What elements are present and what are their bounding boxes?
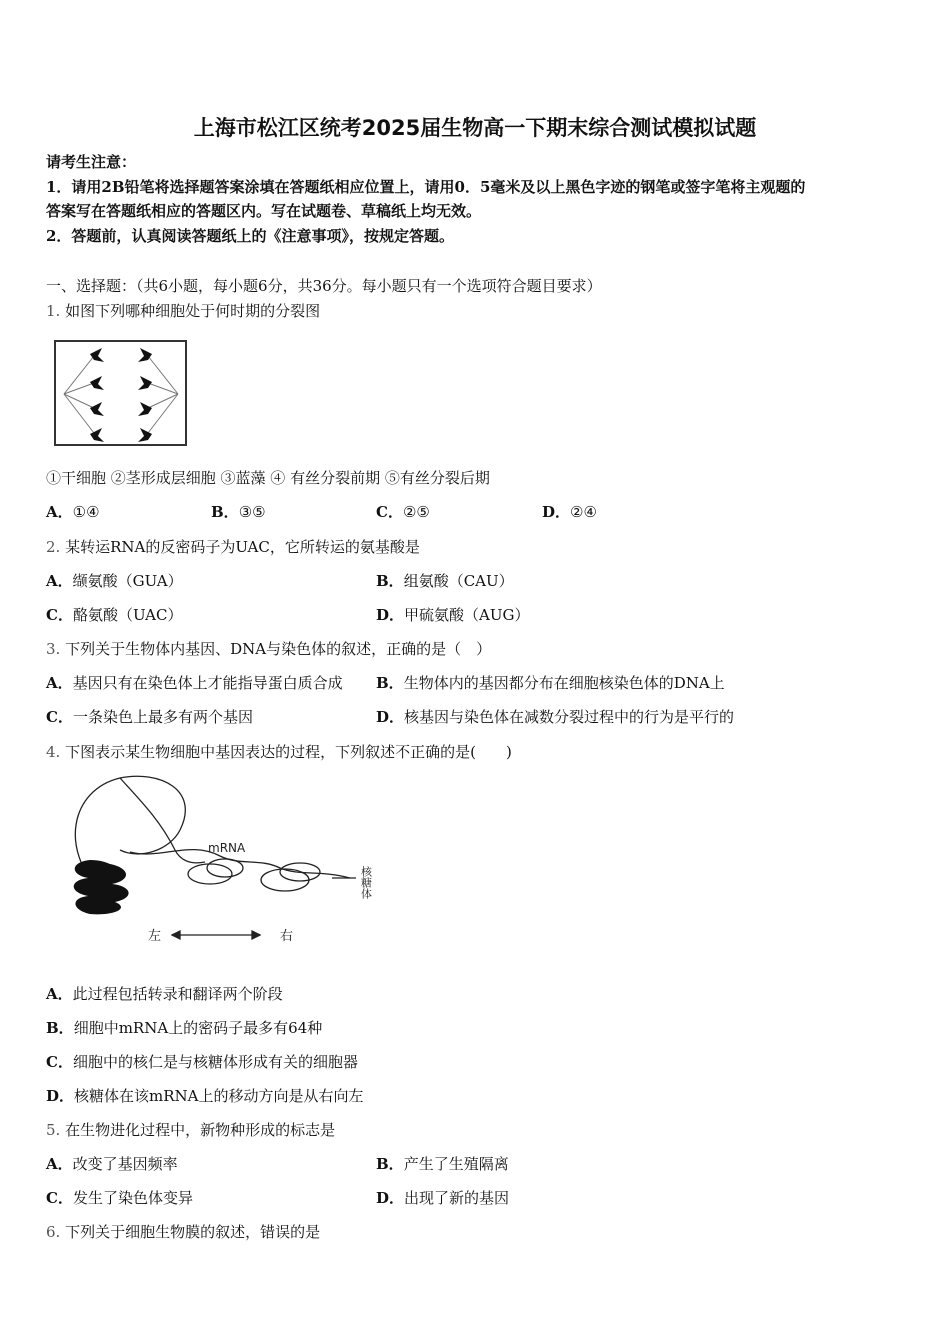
notice-line-1: 1．请用2B铅笔将选择题答案涂填在答题纸相应位置上，请用0．5毫米及以上黑色字迹的钢笔或签字笔将主观题的 — [46, 178, 806, 196]
question-text: 下列关于细胞生物膜的叙述，错误的是 — [65, 1223, 321, 1241]
question-number: 2. — [46, 538, 61, 556]
question-number: 4. — [46, 743, 61, 761]
question-1-option-b[interactable]: B．③⑤ — [211, 503, 266, 521]
notice-line-1b: 答案写在答题纸相应的答题区内。写在试题卷、草稿纸上均无效。 — [46, 202, 482, 220]
question-number: 5. — [46, 1121, 61, 1139]
question-text: 下列关于生物体内基因、DNA与染色体的叙述，正确的是（ ） — [65, 640, 492, 658]
right-label: 右 — [280, 929, 294, 944]
ribosome — [188, 864, 232, 884]
notice-heading: 请考生注意： — [46, 153, 137, 171]
question-3-option-a[interactable]: A．基因只有在染色体上才能指导蛋白质合成 — [46, 674, 343, 692]
chromosome-shape — [90, 402, 104, 416]
question-2-option-b[interactable]: B．组氨酸（CAU） — [376, 572, 514, 590]
question-number: 3. — [46, 640, 61, 658]
chromosome-shape — [138, 348, 152, 362]
question-5-option-b[interactable]: B．产生了生殖隔离 — [376, 1155, 509, 1173]
ribosome — [261, 869, 309, 891]
question-4-option-a[interactable]: A．此过程包括转录和翻译两个阶段 — [46, 985, 283, 1003]
question-5-stem — [46, 1120, 335, 1140]
question-2-option-d[interactable]: D．甲硫氨酸（AUG） — [376, 606, 530, 624]
question-3-option-d[interactable]: D．核基因与染色体在减数分裂过程中的行为是平行的 — [376, 708, 735, 726]
arrow-head-left — [172, 931, 180, 939]
question-text: 某转运RNA的反密码子为UAC，它所转运的氨基酸是 — [65, 538, 420, 556]
left-label: 左 — [148, 929, 162, 944]
coiled-chromatin — [74, 860, 129, 914]
question-4-stem — [46, 742, 512, 762]
page-title: 上海市松江区统考2025届生物高一下期末综合测试模拟试题 — [193, 116, 757, 140]
chromosome-shape — [90, 376, 104, 390]
question-3-option-b[interactable]: B．生物体内的基因都分布在细胞核染色体的DNA上 — [376, 674, 725, 692]
question-1-items: ①干细胞 ②茎形成层细胞 ③蓝藻 ④ 有丝分裂前期 ⑤有丝分裂后期 — [46, 469, 490, 487]
chromosome-shape — [138, 376, 152, 390]
question-5-option-d[interactable]: D．出现了新的基因 — [376, 1189, 510, 1207]
question-5-option-c[interactable]: C．发生了染色体变异 — [46, 1189, 193, 1207]
section-heading: 一、选择题：（共6小题，每小题6分，共36分。每小题只有一个选项符合题目要求） — [46, 277, 602, 295]
question-number: 1. — [46, 302, 61, 320]
question-number: 6. — [46, 1223, 61, 1241]
question-4-option-b[interactable]: B．细胞中mRNA上的密码子最多有64种 — [46, 1019, 323, 1037]
question-text: 在生物进化过程中，新物种形成的标志是 — [65, 1121, 336, 1139]
question-2-option-c[interactable]: C．酪氨酸（UAC） — [46, 606, 183, 624]
chromosome-shape — [90, 348, 104, 362]
question-3-stem — [46, 639, 491, 659]
notice-line-2: 2．答题前，认真阅读答题纸上的《注意事项》，按规定答题。 — [46, 227, 454, 245]
question-2-option-a[interactable]: A．缬氨酸（GUA） — [46, 572, 183, 590]
question-4-option-c[interactable]: C．细胞中的核仁是与核糖体形成有关的细胞器 — [46, 1053, 358, 1071]
question-4-option-d[interactable]: D．核糖体在该mRNA上的移动方向是从右向左 — [46, 1087, 364, 1105]
chromosome-shape — [138, 402, 152, 416]
question-2-stem — [46, 537, 420, 557]
question-1-stem — [46, 301, 320, 321]
question-text: 下图表示某生物细胞中基因表达的过程，下列叙述不正确的是( ) — [65, 743, 512, 761]
ribosome — [207, 859, 243, 877]
question-1-option-c[interactable]: C．②⑤ — [376, 503, 430, 521]
question-5-option-a[interactable]: A．改变了基因频率 — [46, 1155, 178, 1173]
gene-expression-figure — [60, 770, 400, 950]
cell-division-figure — [52, 338, 190, 450]
question-1-option-a[interactable]: A．①④ — [46, 503, 100, 521]
mrna-label: mRNA — [208, 841, 246, 855]
question-text: 如图下列哪种细胞处于何时期的分裂图 — [65, 302, 321, 320]
question-3-option-c[interactable]: C．一条染色上最多有两个基因 — [46, 708, 253, 726]
question-6-stem — [46, 1222, 320, 1242]
question-1-option-d[interactable]: D．②④ — [542, 503, 597, 521]
ribosome-label: 核糖体 — [359, 866, 373, 899]
arrow-head-right — [252, 931, 260, 939]
